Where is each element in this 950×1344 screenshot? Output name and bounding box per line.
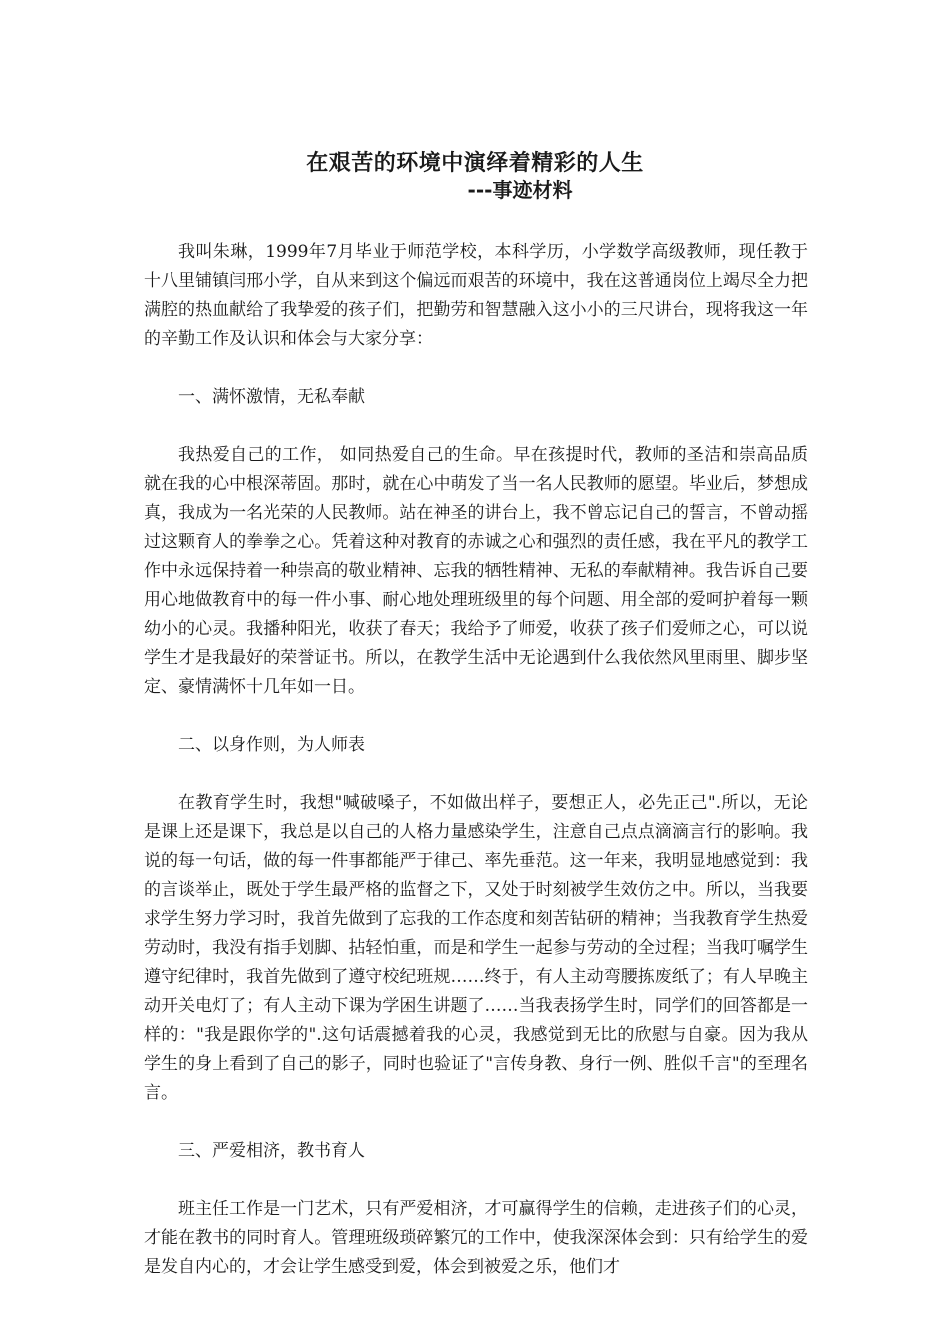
document-title: 在艰苦的环境中演绎着精彩的人生 <box>306 151 644 176</box>
document-subtitle: ---事迹材料 <box>467 178 573 202</box>
document-body <box>144 238 808 1282</box>
section-heading-2: 二、以身作则，为人师表 <box>178 735 365 755</box>
section-paragraph-2: 在教育学生时，我想"喊破嗓子，不如做出样子，要想正人，必先正己".所以，无论是课上还是课下，我总是以自己的人格力量感染学生，注意自己点点滴滴言行的影响。我说的每一句话，做的每一件事都能严于律己、率先垂范。这一年来，我明显地感觉到：我的言谈举止，既处于学生最严格的监督之下，又处于时刻被学生效仿之中。所以，当我要求学生努力学习时，我首先做到了忘我的工作态度和刻苦钻研的精神；当我教育学生热爱劳动时，我没有指手划脚、拈轻怕重，而是和学生一起参与劳动的全过程；当我叮嘱学生遵守纪律时，我首先做到了遵守校纪班规……终于，有人主动弯腰拣废纸了；有人早晚主动开关电灯了；有人主动下课为学困生讲题了……当我表扬学生时，同学们的回答都是一样的："我是跟你学的".这句话震撼着我的心灵，我感觉到无比的欣慰与自豪。因为我从学生的身上看到了自己的影子，同时也验证了"言传身教、身行一例、胜似千言"的至理名言。 <box>144 793 808 1103</box>
title-block <box>0 150 950 202</box>
section-heading-1: 一、满怀激情，无私奉献 <box>178 387 365 407</box>
intro-paragraph: 我叫朱琳，1999年7月毕业于师范学校，本科学历，小学数学高级教师，现任教于十八里铺镇闫邢小学，自从来到这个偏远而艰苦的环境中，我在这普通岗位上竭尽全力把满腔的热血献给了我挚爱的孩子们，把勤劳和智慧融入这小小的三尺讲台，现将我这一年的辛勤工作及认识和体会与大家分享： <box>144 242 808 349</box>
section-paragraph-3: 班主任工作是一门艺术，只有严爱相济，才可赢得学生的信赖，走进孩子们的心灵，才能在教书的同时育人。管理班级琐碎繁冗的工作中，使我深深体会到：只有给学生的爱是发自内心的，才会让学生感受到爱，体会到被爱之乐，他们才 <box>144 1199 808 1277</box>
section-paragraph-1: 我热爱自己的工作， 如同热爱自己的生命。早在孩提时代，教师的圣洁和崇高品质就在我的心中根深蒂固。那时，就在心中萌发了当一名人民教师的愿望。毕业后，梦想成真，我成为一名光荣的人民教师。站在神圣的讲台上，我不曾忘记自己的誓言，不曾动摇过这颗育人的拳拳之心。凭着这种对教育的赤诚之心和强烈的责任感，我在平凡的教学工作中永远保持着一种崇高的敬业精神、忘我的牺牲精神、无私的奉献精神。我告诉自己要用心地做教育中的每一件小事、耐心地处理班级里的每个问题、用全部的爱呵护着每一颗幼小的心灵。我播种阳光，收获了春天；我给予了师爱，收获了孩子们爱师之心，可以说学生才是我最好的荣誉证书。所以，在教学生活中无论遇到什么我依然风里雨里、脚步坚定、豪情满怀十几年如一日。 <box>144 445 808 697</box>
section-heading-3: 三、严爱相济，教书育人 <box>178 1141 365 1161</box>
